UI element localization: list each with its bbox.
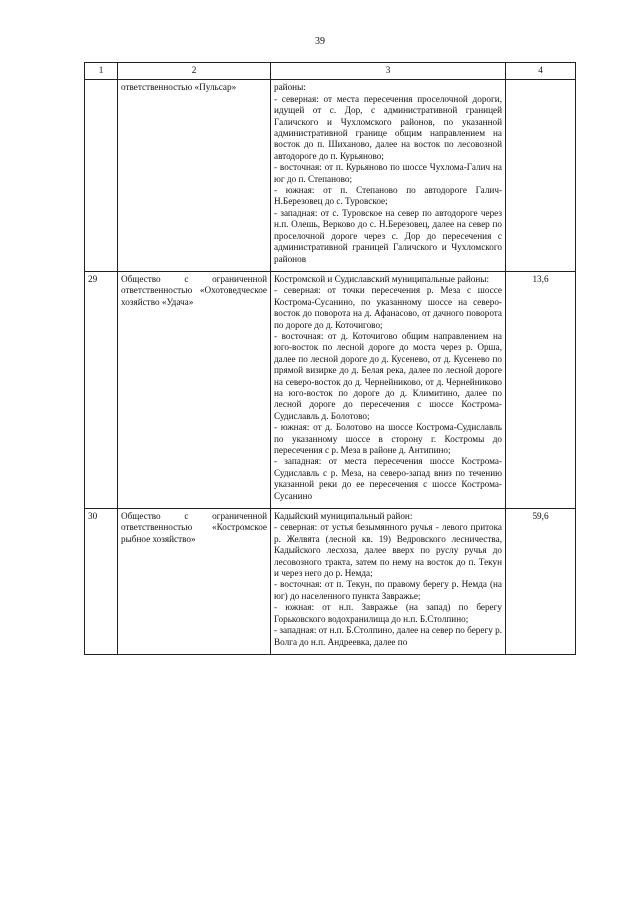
description-line: районы:: [274, 82, 306, 93]
table-row: [85, 509, 576, 655]
boundary-description-cell: [271, 509, 506, 655]
column-header-3: 3: [271, 63, 506, 80]
description-line: - восточная: от п. Текун, по правому берегу р. Немда (на юг) до населенного пункта Завражье;: [274, 579, 502, 601]
page-number: 39: [315, 36, 325, 47]
area-cell: 59,6: [506, 509, 576, 655]
description-line: - восточная: от п. Курьяново по шоссе Чухлома-Галич на юг до п. Степаново;: [274, 162, 502, 184]
organization-cell: [118, 80, 271, 272]
description-line: - южная: от п. Степаново по автодороге Галич-Н.Березовец до с. Туровское;: [274, 185, 502, 207]
column-header-2: 2: [118, 63, 271, 80]
description-line: - западная: от с. Туровское на север по автодороге через н.п. Олешь, Верково до с. Н.Березовец, далее на север по проселочной дороге через с. Дор до пересечения с административной границей Галичского и Чухломского районов: [274, 207, 502, 264]
row-number: [85, 80, 118, 272]
description-line: - южная: от н.п. Завражье (на запад) по берегу Горьковского водохранилища до н.п. Б.Столпино;: [274, 602, 502, 624]
row-number: 29: [85, 271, 118, 508]
description-line: - северная: от места пересечения проселочной дороги, идущей от с. Дор, с административной границей Галичского и Чухломского районов, по указанной административной границе общим направлением на восток до п. Шиханово, далее на восток по лесовозной автодороге до п. Курьяново;: [274, 93, 502, 161]
description-line: - северная: от устья безымянного ручья - левого притока р. Желвята (лесной кв. 19) Ведровского лесничества, Кадыйского лесхоза, далее вверх по руслу ручья до лесовозного тракта, затем по нему на восток до п. Текун и через него до р. Немда;: [274, 522, 502, 579]
description-line: Кадыйский муниципальный район:: [274, 511, 413, 522]
description-line: - северная: от точки пересечения р. Меза с шоссе Кострома-Сусанино, по указанному шоссе на северо-восток до поворота на д. Афанасово, от дачного поворота по дороге до д. Коточигово;: [274, 285, 502, 330]
table-header-row: [85, 63, 576, 80]
data-table: [84, 62, 576, 655]
table-row: [85, 271, 576, 508]
organization-cell: [118, 271, 271, 508]
organization-name: Общество с ограниченной ответственностью «Костромское рыбное хозяйство»: [121, 511, 267, 544]
boundary-description-cell: [271, 80, 506, 272]
organization-name: ответственностью «Пульсар»: [121, 82, 237, 93]
description-line: - восточная: от д. Коточигово общим направлением на юго-восток по лесной дороге до моста через р. Орша, далее по лесной дороге до д. Кусенево, от д. Кусенево по прямой визирке до д. Белая река, далее по лесной дороге на северо-восток до д. Чернейниково, от д. Чернейниково на юго-восток по дороге до д. Климитино, далее по лесной дороге до пересечения с шоссе Кострома-Судиславль д. Болотово;: [274, 330, 502, 421]
area-cell: [506, 80, 576, 272]
organization-name: Общество с ограниченной ответственностью «Охотоведческое хозяйство «Удача»: [121, 273, 267, 307]
row-number: 30: [85, 509, 118, 655]
description-line: Костромской и Судиславский муниципальные районы:: [274, 273, 490, 284]
description-line: - западная: от н.п. Б.Столпино, далее на север по берегу р. Волга до н.п. Андреевка, далее по: [274, 625, 502, 647]
organization-cell: [118, 509, 271, 655]
description-line: - западная: от места пересечения шоссе Кострома-Судиславль с р. Меза, на северо-запад вниз по течению указанной реки до ее пересечения с шоссе Кострома-Сусанино: [274, 456, 502, 501]
boundary-description-cell: [271, 271, 506, 508]
description-line: - южная: от д. Болотово на шоссе Кострома-Судиславль по указанному шоссе в сторону г. Костромы до пересечения с р. Меза в районе д. Антипино;: [274, 422, 502, 455]
table-row: [85, 80, 576, 272]
column-header-1: 1: [85, 63, 118, 80]
column-header-4: 4: [506, 63, 576, 80]
area-cell: 13,6: [506, 271, 576, 508]
